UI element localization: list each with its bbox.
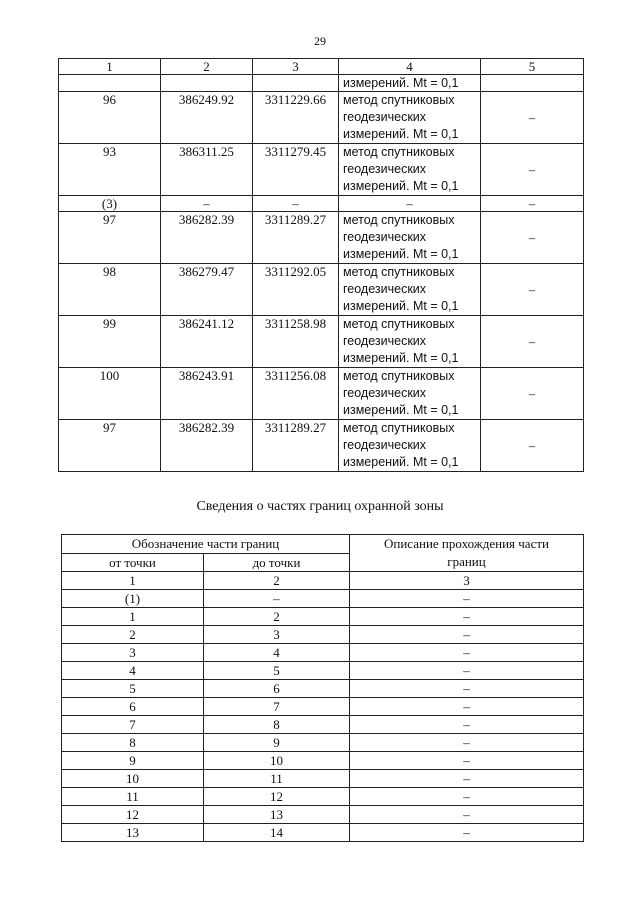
part-description: – <box>350 626 584 644</box>
separator-row <box>59 196 584 212</box>
to-point: 6 <box>204 680 350 698</box>
column-number: 1 <box>59 59 161 75</box>
boundary-part-row <box>62 716 584 734</box>
method-description-line: измерений. Mt = 0,1 <box>343 179 459 193</box>
coordinate-row <box>59 92 584 144</box>
method-description: – <box>339 196 481 212</box>
boundary-part-row <box>62 734 584 752</box>
coordinate-row <box>59 264 584 316</box>
to-point: 14 <box>204 824 350 842</box>
method-description-line: геодезических <box>343 282 427 296</box>
point-number: 98 <box>59 264 161 316</box>
from-point: 13 <box>62 824 204 842</box>
part-description: – <box>350 734 584 752</box>
method-description-line: геодезических <box>343 230 427 244</box>
column-number: 2 <box>204 572 350 590</box>
part-description: – <box>350 824 584 842</box>
part-description: – <box>350 716 584 734</box>
boundary-column-numbers-row <box>62 572 584 590</box>
point-number: 100 <box>59 368 161 420</box>
part-description: – <box>350 644 584 662</box>
method-description-line: измерений. Mt = 0,1 <box>343 455 459 469</box>
part-description: – <box>350 788 584 806</box>
coordinate-y: 3311229.66 <box>253 92 339 144</box>
from-point: 3 <box>62 644 204 662</box>
boundary-part-row <box>62 806 584 824</box>
method-description-line: метод спутниковых <box>343 145 455 159</box>
continued-row <box>59 75 584 92</box>
coordinate-y: 3311289.27 <box>253 420 339 472</box>
column-number: 2 <box>161 59 253 75</box>
coordinate-y: 3311256.08 <box>253 368 339 420</box>
coordinate-x: 386282.39 <box>161 212 253 264</box>
from-point-header: от точки <box>62 553 204 572</box>
coordinate-row <box>59 144 584 196</box>
from-point: 7 <box>62 716 204 734</box>
boundary-part-row <box>62 824 584 842</box>
point-number: 96 <box>59 92 161 144</box>
method-description: измерений. Mt = 0,1 <box>339 75 481 92</box>
point-number: 99 <box>59 316 161 368</box>
to-point: 2 <box>204 608 350 626</box>
method-description <box>339 92 481 144</box>
method-description-line: метод спутниковых <box>343 369 455 383</box>
description-header-line: Описание прохождения части <box>384 536 549 551</box>
coordinates-table <box>58 58 584 472</box>
accuracy-cell: – <box>481 196 584 212</box>
boundary-part-row <box>62 680 584 698</box>
method-description-line: геодезических <box>343 110 427 124</box>
accuracy-cell: – <box>481 92 584 144</box>
to-point: 4 <box>204 644 350 662</box>
coordinate-y: – <box>253 196 339 212</box>
part-description: – <box>350 698 584 716</box>
column-number: 4 <box>339 59 481 75</box>
boundary-part-row <box>62 644 584 662</box>
boundary-parts-table-body <box>62 590 584 842</box>
accuracy-cell: – <box>481 212 584 264</box>
to-point-header: до точки <box>204 553 350 572</box>
from-point: 11 <box>62 788 204 806</box>
boundary-part-row <box>62 608 584 626</box>
to-point: 8 <box>204 716 350 734</box>
description-header <box>350 535 584 572</box>
point-number: 97 <box>59 420 161 472</box>
boundary-header-row <box>62 535 584 554</box>
method-description <box>339 144 481 196</box>
accuracy-cell: – <box>481 264 584 316</box>
coordinate-row <box>59 212 584 264</box>
boundary-part-row <box>62 590 584 608</box>
coordinate-x: 386282.39 <box>161 420 253 472</box>
to-point: 11 <box>204 770 350 788</box>
accuracy-cell: – <box>481 368 584 420</box>
method-description-line: измерений. Mt = 0,1 <box>343 247 459 261</box>
from-point: 8 <box>62 734 204 752</box>
part-description: – <box>350 662 584 680</box>
boundary-part-row <box>62 788 584 806</box>
method-description-line: измерений. Mt = 0,1 <box>343 403 459 417</box>
section-heading: Сведения о частях границ охранной зоны <box>196 499 444 514</box>
method-description-line: геодезических <box>343 162 427 176</box>
part-description: – <box>350 680 584 698</box>
accuracy-cell: – <box>481 420 584 472</box>
coordinate-x: 386243.91 <box>161 368 253 420</box>
boundary-part-row <box>62 626 584 644</box>
designation-header: Обозначение части границ <box>62 535 350 554</box>
to-point: 9 <box>204 734 350 752</box>
method-description-line: метод спутниковых <box>343 317 455 331</box>
coordinate-x: 386241.12 <box>161 316 253 368</box>
coordinate-x: 386279.47 <box>161 264 253 316</box>
column-number: 3 <box>350 572 584 590</box>
method-description-line: геодезических <box>343 438 427 452</box>
from-point: 6 <box>62 698 204 716</box>
part-description: – <box>350 770 584 788</box>
to-point: 12 <box>204 788 350 806</box>
method-description <box>339 368 481 420</box>
boundary-part-row <box>62 662 584 680</box>
method-description-line: метод спутниковых <box>343 93 455 107</box>
to-point: 10 <box>204 752 350 770</box>
method-description <box>339 264 481 316</box>
coordinate-x: 386249.92 <box>161 92 253 144</box>
from-point: 1 <box>62 608 204 626</box>
from-point: 12 <box>62 806 204 824</box>
accuracy-cell: – <box>481 144 584 196</box>
point-number: 93 <box>59 144 161 196</box>
part-description: – <box>350 752 584 770</box>
part-description: – <box>350 806 584 824</box>
boundary-part-row <box>62 752 584 770</box>
method-description-line: метод спутниковых <box>343 213 455 227</box>
from-point: 2 <box>62 626 204 644</box>
from-point: 5 <box>62 680 204 698</box>
to-point: 3 <box>204 626 350 644</box>
from-point: 9 <box>62 752 204 770</box>
method-description-line: измерений. Mt = 0,1 <box>343 127 459 141</box>
method-description-line: геодезических <box>343 334 427 348</box>
coordinate-y: 3311279.45 <box>253 144 339 196</box>
coordinates-header-row <box>59 59 584 75</box>
coordinate-y: 3311289.27 <box>253 212 339 264</box>
coordinate-row <box>59 316 584 368</box>
method-description-line: метод спутниковых <box>343 421 455 435</box>
part-description: – <box>350 608 584 626</box>
method-description-line: измерений. Mt = 0,1 <box>343 351 459 365</box>
from-point: 10 <box>62 770 204 788</box>
to-point: – <box>204 590 350 608</box>
description-header-line: границ <box>447 554 486 569</box>
column-number: 3 <box>253 59 339 75</box>
point-number: (3) <box>59 196 161 212</box>
coordinate-y: 3311258.98 <box>253 316 339 368</box>
boundary-part-row <box>62 770 584 788</box>
coordinate-x: – <box>161 196 253 212</box>
coordinate-row <box>59 420 584 472</box>
method-description-line: метод спутниковых <box>343 265 455 279</box>
coordinate-x: 386311.25 <box>161 144 253 196</box>
coordinates-table-body <box>59 75 584 472</box>
part-description: – <box>350 590 584 608</box>
point-number: 97 <box>59 212 161 264</box>
method-description-line: измерений. Mt = 0,1 <box>343 299 459 313</box>
page-number: 29 <box>314 34 326 48</box>
method-description <box>339 420 481 472</box>
method-description <box>339 316 481 368</box>
method-description-line: геодезических <box>343 386 427 400</box>
accuracy-cell: – <box>481 316 584 368</box>
to-point: 7 <box>204 698 350 716</box>
method-description <box>339 212 481 264</box>
column-number: 1 <box>62 572 204 590</box>
coordinate-y: 3311292.05 <box>253 264 339 316</box>
boundary-parts-table <box>61 534 584 842</box>
from-point: (1) <box>62 590 204 608</box>
coordinate-row <box>59 368 584 420</box>
column-number: 5 <box>481 59 584 75</box>
from-point: 4 <box>62 662 204 680</box>
to-point: 5 <box>204 662 350 680</box>
boundary-part-row <box>62 698 584 716</box>
to-point: 13 <box>204 806 350 824</box>
